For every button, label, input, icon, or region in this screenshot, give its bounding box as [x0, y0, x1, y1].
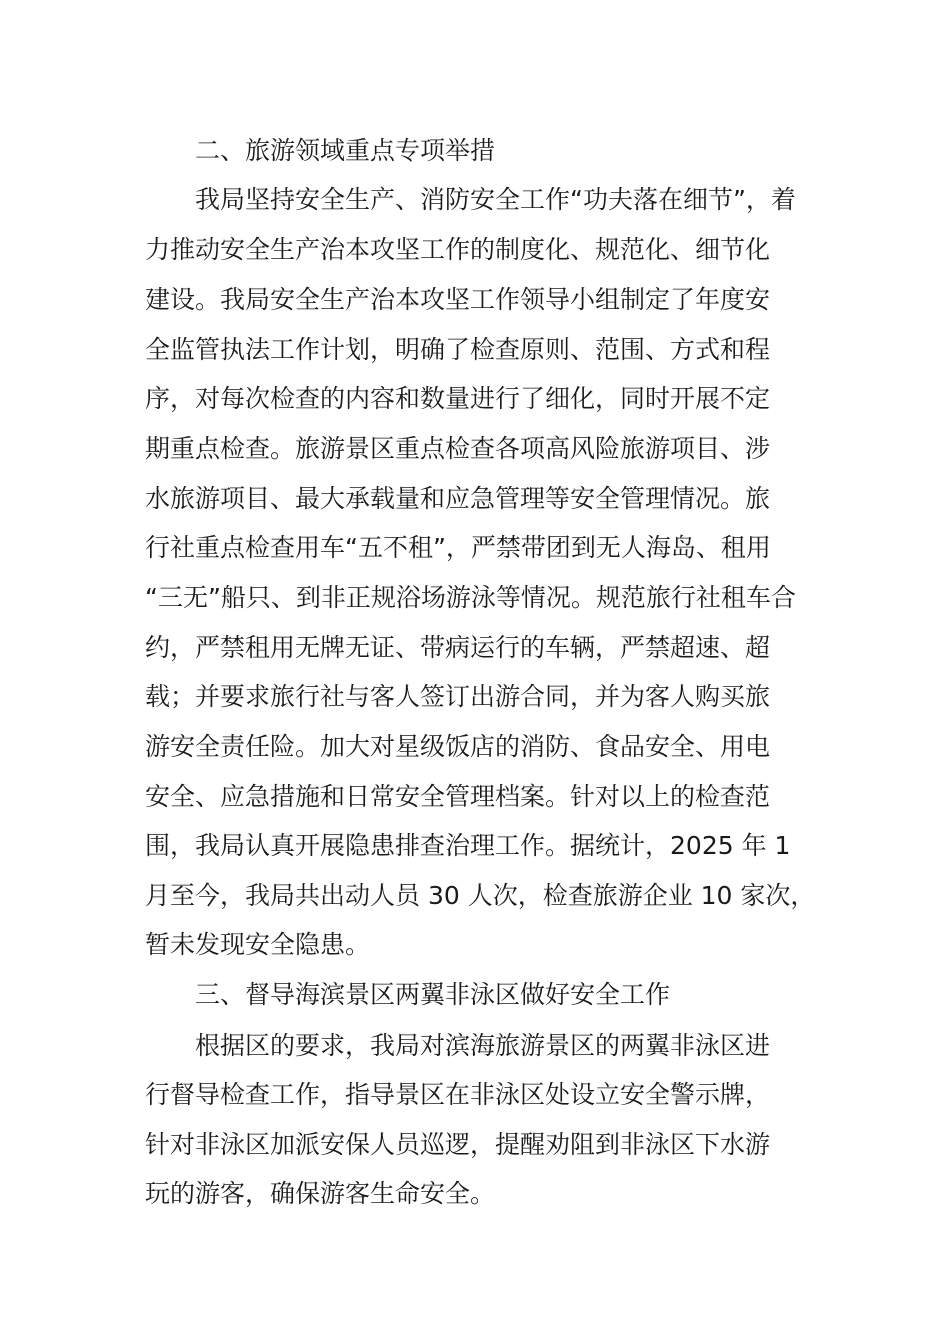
paragraph-line: 行社重点检查用车“五不租”，严禁带团到无人海岛、租用 — [145, 533, 771, 562]
paragraph-line: 围，我局认真开展隐患排查治理工作。据统计，2025 年 1 — [145, 831, 791, 860]
paragraph-line: 月至今，我局共出动人员 30 人次，检查旅游企业 10 家次， — [145, 881, 816, 910]
paragraph-line: 序，对每次检查的内容和数量进行了细化，同时开展不定 — [145, 384, 771, 413]
paragraph-line: 建设。我局安全生产治本攻坚工作领导小组制定了年度安 — [145, 285, 771, 314]
paragraph-line: 根据区的要求，我局对滨海旅游景区的两翼非泳区进 — [195, 1031, 771, 1060]
paragraph-line: 约，严禁租用无牌无证、带病运行的车辆，严禁超速、超 — [145, 633, 771, 662]
paragraph-line: 期重点检查。旅游景区重点检查各项高风险旅游项目、涉 — [145, 434, 771, 463]
paragraph-line: 游安全责任险。加大对星级饭店的消防、食品安全、用电 — [145, 732, 771, 761]
paragraph-line: 针对非泳区加派安保人员巡逻，提醒劝阻到非泳区下水游 — [145, 1130, 771, 1159]
paragraph-line: “三无”船只、到非正规浴场游泳等情况。规范旅行社租车合 — [145, 583, 796, 612]
section-heading-3: 三、督导海滨景区两翼非泳区做好安全工作 — [195, 980, 671, 1009]
paragraph-line: 玩的游客，确保游客生命安全。 — [145, 1179, 496, 1208]
paragraph-line: 行督导检查工作，指导景区在非泳区处设立安全警示牌， — [145, 1080, 771, 1109]
paragraph-line: 我局坚持安全生产、消防安全工作“功夫落在细节”，着 — [195, 185, 796, 214]
paragraph-line: 全监管执法工作计划，明确了检查原则、范围、方式和程 — [145, 335, 771, 364]
paragraph-line: 力推动安全生产治本攻坚工作的制度化、规范化、细节化 — [145, 235, 771, 264]
paragraph-line: 载；并要求旅行社与客人签订出游合同，并为客人购买旅 — [145, 682, 771, 711]
paragraph-line: 安全、应急措施和日常安全管理档案。针对以上的检查范 — [145, 782, 771, 811]
paragraph-line: 水旅游项目、最大承载量和应急管理等安全管理情况。旅 — [145, 484, 771, 513]
section-heading-2: 二、旅游领域重点专项举措 — [195, 136, 496, 165]
paragraph-line: 暂未发现安全隐患。 — [145, 930, 371, 959]
